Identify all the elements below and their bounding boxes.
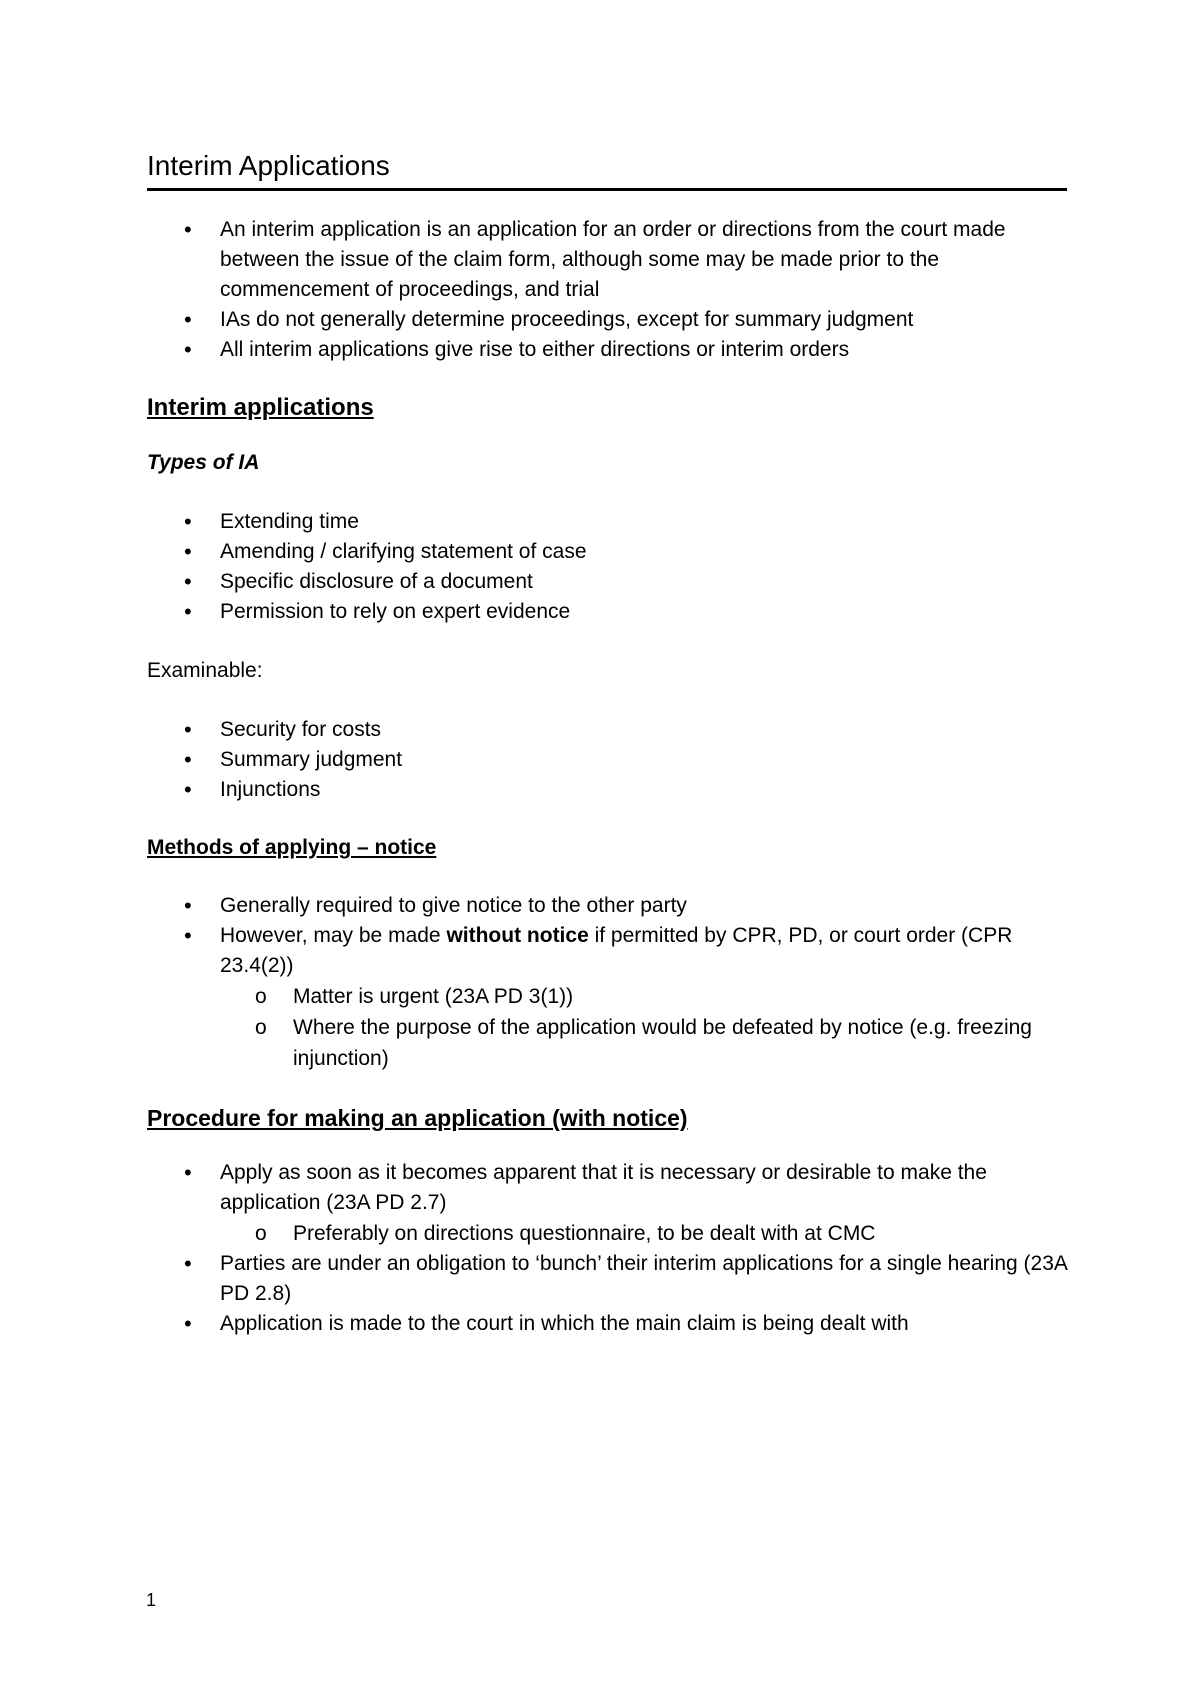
page-number: 1 xyxy=(146,1590,157,1610)
sub-list xyxy=(220,1218,1067,1249)
list-item: • Extending time xyxy=(147,507,1067,537)
examinable-list xyxy=(147,715,1067,805)
list-item: • Summary judgment xyxy=(147,745,1067,775)
document-title: Interim Applications xyxy=(147,148,1067,191)
methods-list xyxy=(147,891,1067,1074)
list-item: • Amending / clarifying statement of case xyxy=(147,537,1067,567)
section-heading-methods-of-applying: Methods of applying – notice xyxy=(147,836,437,859)
list-item: • All interim applications give rise to either directions or interim orders xyxy=(147,335,1067,365)
types-list xyxy=(147,507,1067,627)
page-content xyxy=(147,148,1067,1339)
intro-list xyxy=(147,215,1067,365)
list-item-text: if permitted by CPR, PD, or court order (CPR 23.4(2)) xyxy=(220,924,1013,977)
list-item-text: However, may be made xyxy=(220,924,447,947)
list-item xyxy=(147,1158,1067,1249)
without-notice-emphasis: without notice xyxy=(446,924,589,947)
examinable-label: Examinable: xyxy=(147,659,263,682)
list-item xyxy=(147,921,1067,1074)
section-heading-interim-applications: Interim applications xyxy=(147,394,374,421)
list-item: • Specific disclosure of a document xyxy=(147,567,1067,597)
sub-list-item: o Preferably on directions questionnaire, to be dealt with at CMC xyxy=(220,1218,1067,1249)
list-item: • An interim application is an application for an order or directions from the court made between the issue of the claim form, although some may be made prior to the commencement of proceedings, and trial xyxy=(147,215,1067,305)
section-heading-procedure: Procedure for making an application (with notice) xyxy=(147,1105,688,1131)
sub-list xyxy=(220,981,1067,1074)
list-item: • Permission to rely on expert evidence xyxy=(147,597,1067,627)
sub-list-item: o Where the purpose of the application would be defeated by notice (e.g. freezing injunction) xyxy=(220,1012,1067,1074)
list-item: • Parties are under an obligation to ‘bunch’ their interim applications for a single hearing (23A PD 2.8) xyxy=(147,1249,1067,1309)
types-of-ia-label: Types of IA xyxy=(147,451,260,474)
procedure-list xyxy=(147,1158,1067,1339)
sub-list-item: o Matter is urgent (23A PD 3(1)) xyxy=(220,981,1067,1012)
list-item: • Injunctions xyxy=(147,775,1067,805)
list-item: • Security for costs xyxy=(147,715,1067,745)
list-item: • Generally required to give notice to the other party xyxy=(147,891,1067,921)
list-item: • IAs do not generally determine proceedings, except for summary judgment xyxy=(147,305,1067,335)
list-item-text: Apply as soon as it becomes apparent that it is necessary or desirable to make the application (23A PD 2.7) xyxy=(220,1161,987,1214)
list-item: • Application is made to the court in which the main claim is being dealt with xyxy=(147,1309,1067,1339)
